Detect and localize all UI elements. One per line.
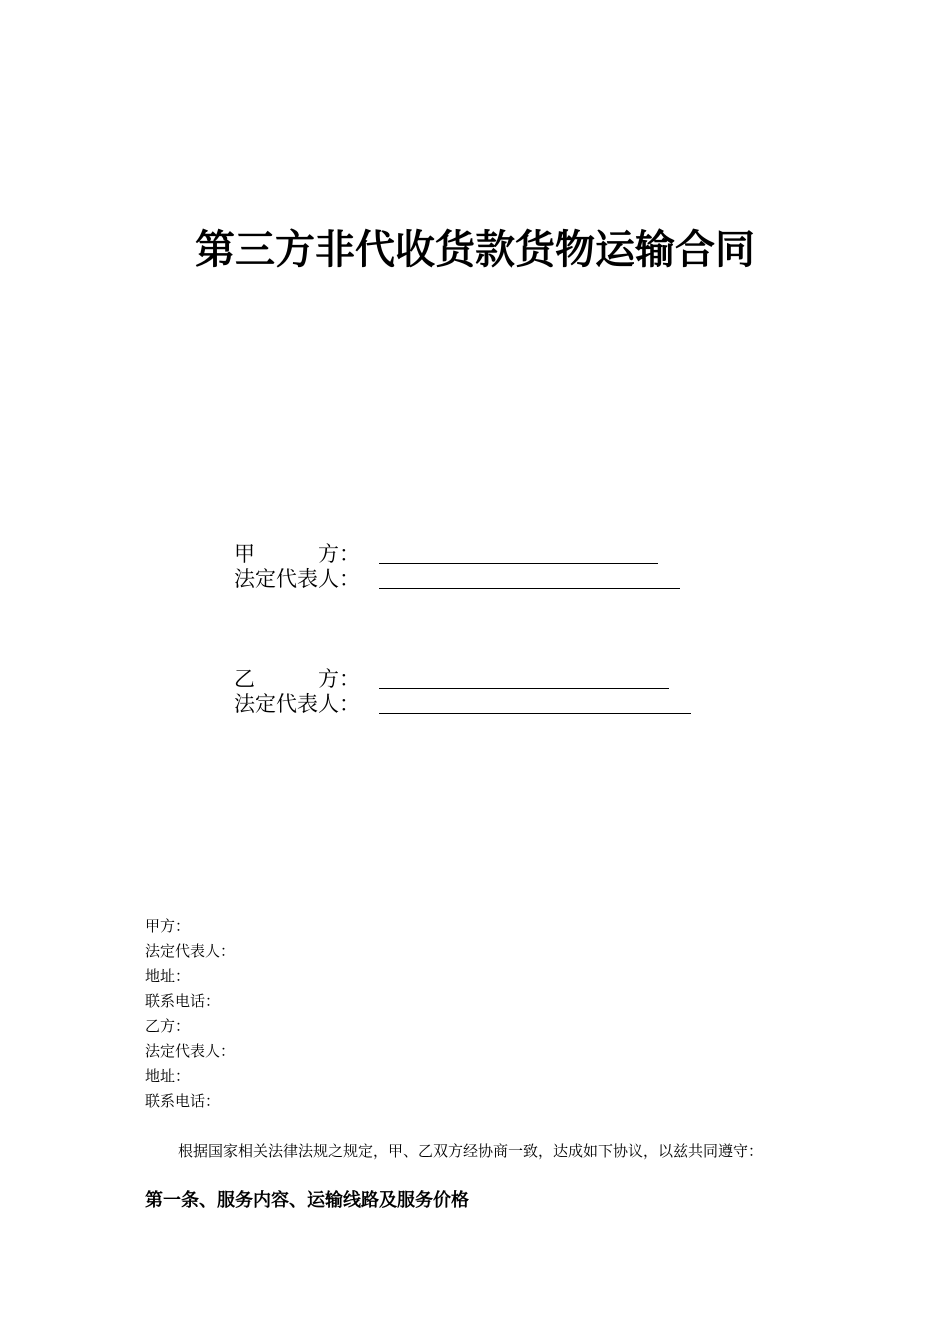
party-b-phone-field: 联系电话： [145,1092,221,1110]
section-1-heading: 第一条、服务内容、运输线路及服务价格 [145,1190,469,1211]
party-a-rep-signature-row [234,566,364,592]
party-a-rep-blank-line [379,588,680,589]
party-b-rep-signature-row [234,691,364,717]
party-a-blank-line [379,563,658,564]
party-b-name-field: 乙方： [145,1017,191,1035]
party-b-blank-line [379,688,669,689]
party-a-signature-row [234,541,364,567]
party-b-rep-label: 法定代表人： [234,692,360,716]
party-info-block [145,914,235,1114]
party-b-label: 乙 方： [234,667,360,691]
party-a-name-field: 甲方： [145,917,191,935]
party-b-address-field: 地址： [145,1067,191,1085]
document-title: 第三方非代收货款货物运输合同 [195,226,755,273]
party-b-rep-field: 法定代表人： [145,1042,236,1060]
party-b-signature-row [234,666,364,692]
party-a-rep-field: 法定代表人： [145,942,236,960]
party-a-address-field: 地址： [145,967,191,985]
intro-paragraph: 根据国家相关法律法规之规定，甲、乙双方经协商一致，达成如下协议，以兹共同遵守： [178,1142,764,1160]
party-a-label: 甲 方： [234,542,360,566]
party-a-phone-field: 联系电话： [145,992,221,1010]
party-a-rep-label: 法定代表人： [234,567,360,591]
party-b-rep-blank-line [379,713,691,714]
